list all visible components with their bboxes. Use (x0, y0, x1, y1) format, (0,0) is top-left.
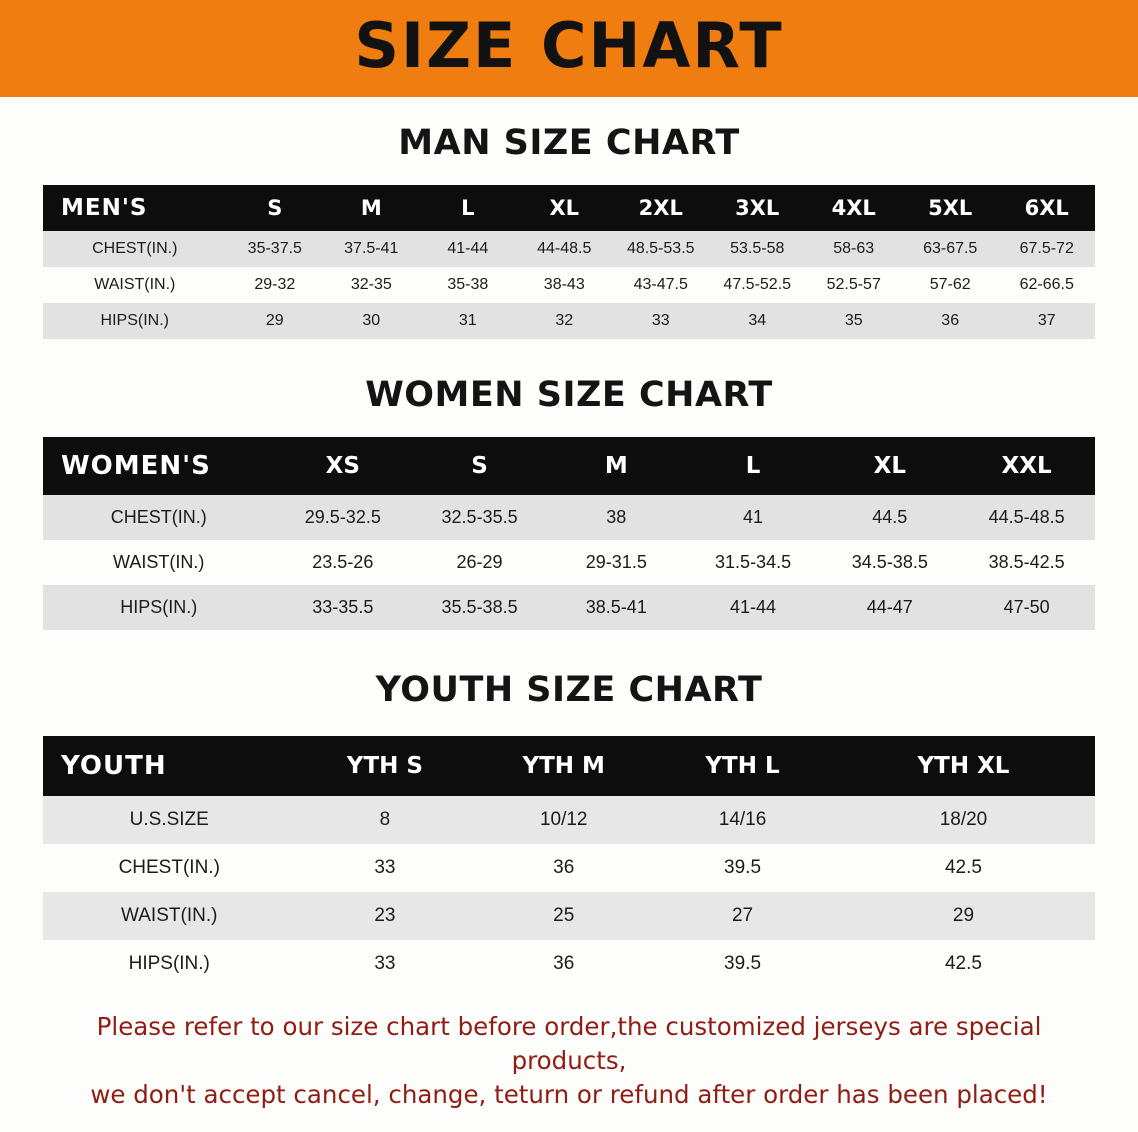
youth-row-label-ussize: U.S.SIZE (43, 796, 295, 844)
man-header-xl: XL (516, 185, 612, 231)
man-row-label-hips: HIPS(IN.) (43, 303, 227, 339)
man-header-6xl: 6XL (998, 185, 1095, 231)
women-header-l: L (685, 437, 822, 495)
table-cell: 30 (323, 303, 419, 339)
table-cell: 33-35.5 (274, 585, 411, 630)
table-cell: 35-37.5 (227, 231, 323, 267)
table-cell: 44-47 (821, 585, 958, 630)
table-cell: 18/20 (832, 796, 1095, 844)
youth-row-label-hips: HIPS(IN.) (43, 940, 295, 988)
table-row (43, 844, 1095, 892)
table-cell: 25 (474, 892, 653, 940)
table-cell: 37 (998, 303, 1095, 339)
table-cell: 38.5-41 (548, 585, 685, 630)
table-cell: 47.5-52.5 (709, 267, 805, 303)
table-cell: 36 (474, 940, 653, 988)
table-header-row (43, 185, 1095, 231)
table-cell: 32-35 (323, 267, 419, 303)
table-cell: 14/16 (653, 796, 832, 844)
table-cell: 32 (516, 303, 612, 339)
women-header-xxl: XXL (958, 437, 1095, 495)
table-cell: 33 (295, 940, 474, 988)
women-header-xs: XS (274, 437, 411, 495)
table-cell: 44.5-48.5 (958, 495, 1095, 540)
table-cell: 29.5-32.5 (274, 495, 411, 540)
man-header-l: L (420, 185, 516, 231)
disclaimer-line-1: Please refer to our size chart before order,the customized jerseys are special products, (96, 1012, 1042, 1075)
youth-size-table (43, 736, 1095, 988)
man-header-m: M (323, 185, 419, 231)
table-cell: 58-63 (805, 231, 901, 267)
man-header-rowlabel: MEN'S (43, 185, 227, 231)
women-header-rowlabel: WOMEN'S (43, 437, 274, 495)
man-size-table (43, 185, 1095, 339)
table-cell: 38.5-42.5 (958, 540, 1095, 585)
disclaimer-line-2: we don't accept cancel, change, teturn or refund after order has been placed! (90, 1079, 1048, 1109)
youth-header-ythl: YTH L (653, 736, 832, 796)
table-cell: 31.5-34.5 (685, 540, 822, 585)
youth-size-table-wrap (43, 736, 1095, 988)
table-cell: 48.5-53.5 (613, 231, 709, 267)
table-row (43, 303, 1095, 339)
table-cell: 41-44 (685, 585, 822, 630)
table-cell: 35 (805, 303, 901, 339)
man-size-table-wrap (43, 185, 1095, 339)
man-header-3xl: 3XL (709, 185, 805, 231)
table-cell: 44-48.5 (516, 231, 612, 267)
table-cell: 29-31.5 (548, 540, 685, 585)
women-header-s: S (411, 437, 548, 495)
women-row-label-hips: HIPS(IN.) (43, 585, 274, 630)
table-cell: 36 (474, 844, 653, 892)
table-cell: 27 (653, 892, 832, 940)
table-cell: 63-67.5 (902, 231, 998, 267)
table-row (43, 267, 1095, 303)
table-cell: 53.5-58 (709, 231, 805, 267)
table-row (43, 540, 1095, 585)
man-header-2xl: 2XL (613, 185, 709, 231)
women-header-m: M (548, 437, 685, 495)
table-row (43, 796, 1095, 844)
women-row-label-chest: CHEST(IN.) (43, 495, 274, 540)
table-cell: 26-29 (411, 540, 548, 585)
table-cell: 29 (227, 303, 323, 339)
table-header-row (43, 736, 1095, 796)
table-cell: 34.5-38.5 (821, 540, 958, 585)
youth-header-ythxl: YTH XL (832, 736, 1095, 796)
women-size-table (43, 437, 1095, 630)
man-header-4xl: 4XL (805, 185, 901, 231)
table-cell: 42.5 (832, 844, 1095, 892)
table-cell: 29 (832, 892, 1095, 940)
man-section-title: MAN SIZE CHART (398, 123, 740, 163)
man-header-5xl: 5XL (902, 185, 998, 231)
table-header-row (43, 437, 1095, 495)
youth-header-rowlabel: YOUTH (43, 736, 295, 796)
youth-row-label-chest: CHEST(IN.) (43, 844, 295, 892)
table-cell: 36 (902, 303, 998, 339)
table-cell: 39.5 (653, 940, 832, 988)
women-row-label-waist: WAIST(IN.) (43, 540, 274, 585)
man-row-label-waist: WAIST(IN.) (43, 267, 227, 303)
disclaimer-note (39, 1010, 1099, 1111)
table-cell: 23 (295, 892, 474, 940)
table-cell: 39.5 (653, 844, 832, 892)
table-row (43, 892, 1095, 940)
table-cell: 35.5-38.5 (411, 585, 548, 630)
man-header-s: S (227, 185, 323, 231)
table-row (43, 231, 1095, 267)
table-cell: 38-43 (516, 267, 612, 303)
table-cell: 67.5-72 (998, 231, 1095, 267)
table-cell: 38 (548, 495, 685, 540)
table-cell: 34 (709, 303, 805, 339)
table-cell: 41 (685, 495, 822, 540)
table-cell: 47-50 (958, 585, 1095, 630)
youth-row-label-waist: WAIST(IN.) (43, 892, 295, 940)
youth-header-ythm: YTH M (474, 736, 653, 796)
table-cell: 44.5 (821, 495, 958, 540)
youth-header-yths: YTH S (295, 736, 474, 796)
table-cell: 37.5-41 (323, 231, 419, 267)
table-row (43, 585, 1095, 630)
table-cell: 35-38 (420, 267, 516, 303)
table-cell: 41-44 (420, 231, 516, 267)
women-section-title: WOMEN SIZE CHART (365, 375, 773, 415)
table-cell: 52.5-57 (805, 267, 901, 303)
table-cell: 62-66.5 (998, 267, 1095, 303)
table-cell: 10/12 (474, 796, 653, 844)
women-size-table-wrap (43, 437, 1095, 630)
page-title: SIZE CHART (354, 8, 784, 82)
table-cell: 8 (295, 796, 474, 844)
table-cell: 33 (613, 303, 709, 339)
page-banner (0, 0, 1138, 97)
man-row-label-chest: CHEST(IN.) (43, 231, 227, 267)
table-cell: 33 (295, 844, 474, 892)
women-header-xl: XL (821, 437, 958, 495)
table-row (43, 495, 1095, 540)
table-cell: 29-32 (227, 267, 323, 303)
table-cell: 42.5 (832, 940, 1095, 988)
table-cell: 32.5-35.5 (411, 495, 548, 540)
table-cell: 57-62 (902, 267, 998, 303)
table-row (43, 940, 1095, 988)
table-cell: 43-47.5 (613, 267, 709, 303)
youth-section-title: YOUTH SIZE CHART (375, 670, 763, 710)
table-cell: 23.5-26 (274, 540, 411, 585)
table-cell: 31 (420, 303, 516, 339)
